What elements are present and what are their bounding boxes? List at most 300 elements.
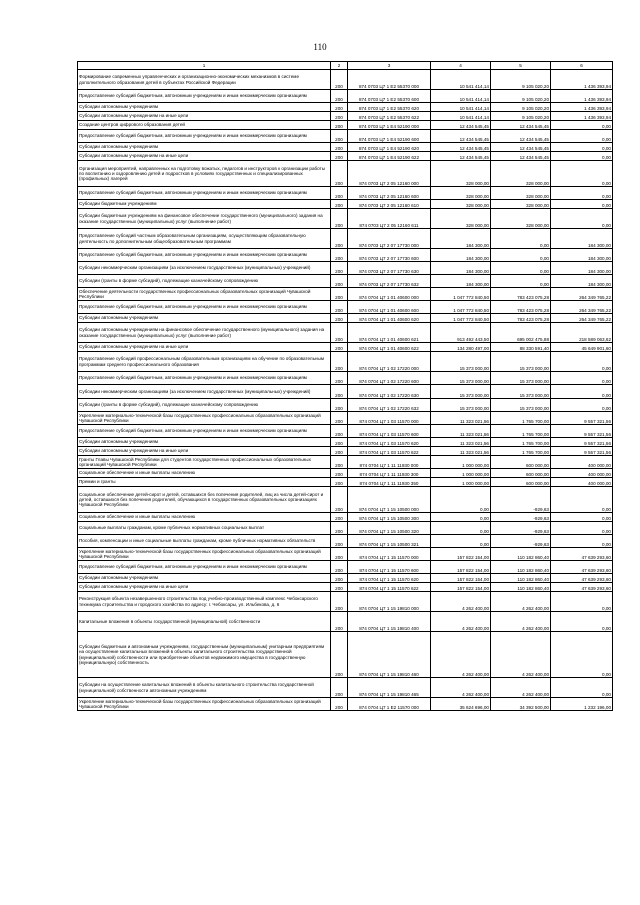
row-value-total-cell: 134 280 497,00 [431, 343, 491, 352]
row-value-2-cell: 0,00 [491, 249, 551, 262]
row-value-2-cell: -929,63 [491, 487, 551, 513]
row-name-cell: Субсидии некоммерческим организациям (за исключением государственных (муниципальных) учреждений) [78, 385, 331, 399]
row-value-2-cell: 783 423 075,28 [491, 288, 551, 301]
row-name-cell: Субсидии (гранты в форме субсидий), подлежащие казначейскому сопровождению [78, 399, 331, 412]
row-classification-cell: 874 0704 Ц7 1 15 10500 321 [348, 535, 431, 548]
row-value-total-cell: 157 822 154,00 [431, 548, 491, 561]
row-code-cell: 200 [331, 678, 348, 698]
row-value-3-cell: 47 639 293,60 [551, 561, 613, 574]
row-value-3-cell: 9 557 321,56 [551, 438, 613, 447]
row-value-total-cell: 328 000,00 [431, 161, 491, 187]
row-value-total-cell: 328 000,00 [431, 200, 491, 209]
row-classification-cell: 874 0703 Ц7 1 Е2 55370 622 [348, 112, 431, 121]
row-code-cell: 200 [331, 456, 348, 469]
row-value-3-cell: 0,00 [551, 187, 613, 200]
row-name-cell: Премии и гранты [78, 478, 331, 487]
row-code-cell: 200 [331, 209, 348, 229]
row-code-cell: 200 [331, 438, 348, 447]
row-classification-cell: 874 0703 Ц7 2 05 12160 600 [348, 187, 431, 200]
row-value-3-cell: 0,00 [551, 678, 613, 698]
row-code-cell: 200 [331, 275, 348, 288]
row-code-cell: 200 [331, 70, 348, 90]
row-classification-cell: 874 0703 Ц7 2 07 17730 000 [348, 229, 431, 249]
row-name-cell: Социальное обеспечение детей-сирот и детей, оставшихся без попечения родителей, лиц из числа детей-сирот и детей, оставшихся без попечения родителей, обучающихся в государственных образовательных организациях Чувашской Республики [78, 487, 331, 513]
row-classification-cell: 874 0704 Ц7 1 01 40600 600 [348, 301, 431, 314]
row-code-cell: 200 [331, 161, 348, 187]
row-code-cell: 200 [331, 352, 348, 372]
row-value-3-cell: 0,00 [551, 399, 613, 412]
row-value-total-cell: 11 323 021,56 [431, 412, 491, 425]
row-value-2-cell: 4 262 400,00 [491, 678, 551, 698]
row-code-cell: 200 [331, 425, 348, 438]
row-value-3-cell: 1 436 393,94 [551, 70, 613, 90]
row-value-total-cell: 1 047 772 840,50 [431, 288, 491, 301]
row-code-cell: 200 [331, 632, 348, 678]
row-value-3-cell: 400 000,00 [551, 469, 613, 478]
row-classification-cell: 874 0704 Ц7 1 11 11930 350 [348, 478, 431, 487]
row-value-2-cell: 9 105 020,20 [491, 112, 551, 121]
row-value-total-cell: 913 492 443,50 [431, 323, 491, 343]
row-value-total-cell: 1 047 772 840,50 [431, 314, 491, 323]
row-code-cell: 200 [331, 522, 348, 535]
row-code-cell: 200 [331, 469, 348, 478]
row-classification-cell: 874 0704 Ц7 1 11 11930 000 [348, 456, 431, 469]
table-row [78, 152, 613, 161]
row-name-cell: Субсидии автономным учреждениям [78, 103, 331, 112]
row-name-cell: Предоставление субсидий бюджетным, автономным учреждениям и иным некоммерческим организациям [78, 425, 331, 438]
row-value-2-cell: 1 765 700,00 [491, 447, 551, 456]
row-value-total-cell: 10 541 414,14 [431, 103, 491, 112]
column-header: 5 [491, 62, 551, 70]
row-name-cell: Пособия, компенсации и иные социальные выплаты гражданам, кроме публичных нормативных обязательств [78, 535, 331, 548]
row-name-cell: Формирование современных управленческих и организационно-экономических механизмов в системе дополнительного образования детей в субъектах Российской Федерации [78, 70, 331, 90]
table-row [78, 187, 613, 200]
row-code-cell: 200 [331, 583, 348, 592]
row-value-2-cell: 12 434 545,45 [491, 143, 551, 152]
row-value-2-cell: 0,00 [491, 229, 551, 249]
row-value-2-cell: 12 434 545,45 [491, 130, 551, 143]
row-classification-cell: 874 0704 Ц7 1 02 17220 000 [348, 352, 431, 372]
row-classification-cell: 874 0704 Ц7 1 15 10500 000 [348, 487, 431, 513]
table-row [78, 447, 613, 456]
row-value-3-cell: 0,00 [551, 152, 613, 161]
row-value-total-cell: 15 373 000,00 [431, 352, 491, 372]
row-code-cell: 200 [331, 152, 348, 161]
row-value-3-cell: 9 557 321,56 [551, 412, 613, 425]
row-code-cell: 200 [331, 143, 348, 152]
row-code-cell: 200 [331, 343, 348, 352]
row-value-total-cell: 157 822 154,00 [431, 583, 491, 592]
row-value-3-cell: 264 349 765,22 [551, 301, 613, 314]
row-value-3-cell: 0,00 [551, 209, 613, 229]
row-value-3-cell: 45 649 901,60 [551, 343, 613, 352]
row-value-2-cell: 600 000,00 [491, 456, 551, 469]
row-code-cell: 200 [331, 187, 348, 200]
row-value-2-cell: -929,63 [491, 522, 551, 535]
row-name-cell: Предоставление субсидий бюджетным, автономным учреждениям и иным некоммерческим организациям [78, 372, 331, 385]
column-header: 6 [551, 62, 613, 70]
row-value-2-cell: 9 105 020,20 [491, 90, 551, 103]
row-code-cell: 200 [331, 130, 348, 143]
table-row [78, 314, 613, 323]
table-row [78, 352, 613, 372]
row-name-cell: Субсидии автономным учреждениям на иные цели [78, 343, 331, 352]
table-row [78, 513, 613, 522]
row-code-cell: 200 [331, 574, 348, 583]
row-value-3-cell: 0,00 [551, 385, 613, 399]
table-row [78, 112, 613, 121]
table-row [78, 143, 613, 152]
row-name-cell: Субсидии на осуществление капитальных вложений в объекты капитального строительства государственной (муниципальной) собственности автономным учреждениям [78, 678, 331, 698]
row-classification-cell: 874 0703 Ц7 2 05 12160 610 [348, 200, 431, 209]
row-value-total-cell: 157 822 154,00 [431, 561, 491, 574]
row-code-cell: 200 [331, 548, 348, 561]
row-name-cell: Субсидии некоммерческим организациям (за исключением государственных (муниципальных) учреждений) [78, 262, 331, 275]
row-classification-cell: 874 0704 Ц7 1 02 17220 600 [348, 372, 431, 385]
row-value-total-cell: 184 300,00 [431, 262, 491, 275]
row-name-cell: Субсидии бюджетным учреждениям [78, 200, 331, 209]
table-row [78, 343, 613, 352]
row-value-total-cell: 11 323 021,56 [431, 438, 491, 447]
table-row [78, 301, 613, 314]
row-value-2-cell: 783 423 075,28 [491, 314, 551, 323]
row-value-3-cell: 0,00 [551, 513, 613, 522]
row-value-2-cell: 9 105 020,20 [491, 103, 551, 112]
row-value-3-cell: 0,00 [551, 161, 613, 187]
row-code-cell: 200 [331, 412, 348, 425]
row-code-cell: 200 [331, 262, 348, 275]
row-code-cell: 200 [331, 513, 348, 522]
row-value-total-cell: 1 000 000,00 [431, 469, 491, 478]
row-value-total-cell: 12 434 545,45 [431, 143, 491, 152]
row-value-3-cell: 1 436 393,94 [551, 112, 613, 121]
table-row [78, 487, 613, 513]
row-value-2-cell: 1 765 700,00 [491, 412, 551, 425]
table-row [78, 612, 613, 632]
row-name-cell: Реконструкция объекта незавершенного строительства под учебно-производственный комплекс Чебоксарского техникума строительства и городского хозяйства по адресу: г. Чебоксары, ул. Ильбекова, д. 6 [78, 592, 331, 612]
row-name-cell: Социальные выплаты гражданам, кроме публичных нормативных социальных выплат [78, 522, 331, 535]
row-name-cell: Укрепление материально-технической базы государственных профессиональных образовательных организаций Чувашской Республики [78, 548, 331, 561]
row-value-total-cell: 12 434 545,45 [431, 152, 491, 161]
table-row [78, 478, 613, 487]
row-value-2-cell: 1 765 700,00 [491, 438, 551, 447]
row-code-cell: 200 [331, 121, 348, 130]
row-value-3-cell: 47 639 293,60 [551, 583, 613, 592]
row-code-cell: 200 [331, 229, 348, 249]
row-name-cell: Субсидии автономным учреждениям [78, 574, 331, 583]
row-code-cell: 200 [331, 314, 348, 323]
row-classification-cell: 874 0703 Ц7 2 05 12160 000 [348, 161, 431, 187]
row-value-total-cell: 4 262 400,00 [431, 612, 491, 632]
table-row [78, 262, 613, 275]
row-value-total-cell: 0,00 [431, 522, 491, 535]
row-code-cell: 200 [331, 478, 348, 487]
row-code-cell: 200 [331, 323, 348, 343]
row-name-cell: Субсидии автономным учреждениям на иные цели [78, 583, 331, 592]
row-value-3-cell: 9 557 321,56 [551, 425, 613, 438]
row-value-3-cell: 47 639 293,60 [551, 574, 613, 583]
column-header: 1 [78, 62, 331, 70]
row-value-3-cell: 0,00 [551, 612, 613, 632]
table-row [78, 522, 613, 535]
table-row [78, 70, 613, 90]
row-classification-cell: 874 0704 Ц7 1 15 19810 000 [348, 592, 431, 612]
row-value-total-cell: 184 300,00 [431, 249, 491, 262]
row-value-3-cell: 0,00 [551, 487, 613, 513]
row-value-total-cell: 0,00 [431, 535, 491, 548]
row-classification-cell: 874 0703 Ц7 1 Е2 55370 620 [348, 103, 431, 112]
row-classification-cell: 874 0703 Ц7 2 07 17730 630 [348, 262, 431, 275]
row-classification-cell: 874 0704 Ц7 1 01 40600 620 [348, 314, 431, 323]
table-row [78, 698, 613, 711]
row-value-2-cell: 110 182 860,40 [491, 574, 551, 583]
table-row [78, 678, 613, 698]
row-name-cell: Предоставление субсидий частным образовательным организациям, осуществляющим образовательную деятельность по дополнительным общеобразовательным программам [78, 229, 331, 249]
row-classification-cell: 874 0704 Ц7 1 15 11570 600 [348, 561, 431, 574]
row-name-cell: Субсидии автономным учреждениям на финансовое обеспечение государственного (муниципального) задания на оказание государственных (муниципальных) услуг (выполнение работ) [78, 323, 331, 343]
row-name-cell: Предоставление субсидий бюджетным, автономным учреждениям и иным некоммерческим организациям [78, 561, 331, 574]
row-name-cell: Обеспечение деятельности государственных профессиональных образовательных организаций Чувашской Республики [78, 288, 331, 301]
row-value-total-cell: 157 822 154,00 [431, 574, 491, 583]
row-name-cell: Укрепление материально-технической базы государственных профессиональных образовательных организаций Чувашской Республики [78, 412, 331, 425]
row-value-3-cell: 1 436 393,94 [551, 90, 613, 103]
row-value-3-cell: 264 349 765,22 [551, 288, 613, 301]
table-row [78, 209, 613, 229]
row-value-3-cell: 0,00 [551, 632, 613, 678]
row-value-total-cell: 4 262 400,00 [431, 592, 491, 612]
row-value-2-cell: 4 262 400,00 [491, 612, 551, 632]
row-name-cell: Укрепление материально-технической базы государственных профессиональных образовательных организаций Чувашской Республики [78, 698, 331, 711]
row-code-cell: 200 [331, 372, 348, 385]
row-classification-cell: 874 0703 Ц7 1 Е4 52190 620 [348, 143, 431, 152]
table-row [78, 288, 613, 301]
row-name-cell: Предоставление субсидий бюджетным, автономным учреждениям и иным некоммерческим организациям [78, 187, 331, 200]
row-value-2-cell: 12 434 545,45 [491, 152, 551, 161]
row-value-total-cell: 35 624 696,00 [431, 698, 491, 711]
row-code-cell: 200 [331, 200, 348, 209]
table-row [78, 535, 613, 548]
row-value-2-cell: 15 373 000,00 [491, 385, 551, 399]
row-code-cell: 200 [331, 698, 348, 711]
row-value-3-cell: 218 589 063,62 [551, 323, 613, 343]
row-value-3-cell: 0,00 [551, 200, 613, 209]
row-code-cell: 200 [331, 112, 348, 121]
row-name-cell: Субсидии автономным учреждениям на иные цели [78, 112, 331, 121]
row-classification-cell: 874 0704 Ц7 1 03 11570 600 [348, 425, 431, 438]
table-row [78, 90, 613, 103]
table-row [78, 561, 613, 574]
row-classification-cell: 874 0704 Ц7 1 02 17220 632 [348, 399, 431, 412]
row-value-2-cell: 4 262 400,00 [491, 592, 551, 612]
table-row [78, 372, 613, 385]
row-value-total-cell: 1 000 000,00 [431, 478, 491, 487]
row-name-cell: Предоставление субсидий бюджетным, автономным учреждениям и иным некоммерческим организациям [78, 90, 331, 103]
row-name-cell: Субсидии автономным учреждениям [78, 314, 331, 323]
row-classification-cell: 874 0704 Ц7 1 15 19810 460 [348, 632, 431, 678]
table-row [78, 469, 613, 478]
row-value-total-cell: 10 541 414,14 [431, 90, 491, 103]
row-name-cell: Организация мероприятий, направленных на подготовку вожатых, педагогов и инструкторов к организации работы по воспитанию и оздоровлению детей и подростков в условиях государственных и специализированных (профильных) лагерей [78, 161, 331, 187]
row-value-3-cell: 184 300,00 [551, 275, 613, 288]
row-value-3-cell: 0,00 [551, 522, 613, 535]
row-value-total-cell: 0,00 [431, 513, 491, 522]
row-name-cell: Предоставление субсидий бюджетным, автономным учреждениям и иным некоммерческим организациям [78, 130, 331, 143]
row-value-total-cell: 4 262 400,00 [431, 678, 491, 698]
row-classification-cell: 874 0703 Ц7 1 Е2 55370 600 [348, 90, 431, 103]
row-value-2-cell: 328 000,00 [491, 187, 551, 200]
row-value-2-cell: 328 000,00 [491, 161, 551, 187]
row-value-2-cell: -929,63 [491, 513, 551, 522]
row-value-2-cell: 15 373 000,00 [491, 399, 551, 412]
row-value-2-cell: 110 182 860,40 [491, 583, 551, 592]
row-value-2-cell: 1 765 700,00 [491, 425, 551, 438]
row-code-cell: 200 [331, 301, 348, 314]
row-classification-cell: 874 0704 Ц7 1 01 40600 000 [348, 288, 431, 301]
row-value-3-cell: 47 639 293,60 [551, 548, 613, 561]
table-row [78, 412, 613, 425]
table-row [78, 548, 613, 561]
row-value-total-cell: 1 000 000,00 [431, 456, 491, 469]
table-row [78, 229, 613, 249]
row-code-cell: 200 [331, 487, 348, 513]
row-value-3-cell: 0,00 [551, 592, 613, 612]
row-value-2-cell: 34 392 500,00 [491, 698, 551, 711]
row-classification-cell: 874 0704 Ц7 1 15 11570 000 [348, 548, 431, 561]
table-row [78, 456, 613, 469]
row-value-total-cell: 15 373 000,00 [431, 399, 491, 412]
column-header: 3 [348, 62, 431, 70]
table-row [78, 323, 613, 343]
table-header-row [78, 62, 613, 70]
table-row [78, 399, 613, 412]
row-classification-cell: 874 0704 Ц7 1 Е2 11570 000 [348, 698, 431, 711]
table-row [78, 161, 613, 187]
row-classification-cell: 874 0703 Ц7 1 Е4 52190 000 [348, 121, 431, 130]
row-name-cell: Субсидии (гранты в форме субсидий), подлежащие казначейскому сопровождению [78, 275, 331, 288]
row-code-cell: 200 [331, 249, 348, 262]
row-value-total-cell: 10 541 414,14 [431, 112, 491, 121]
row-code-cell: 200 [331, 399, 348, 412]
row-name-cell: Предоставление субсидий бюджетным, автономным учреждениям и иным некоммерческим организациям [78, 301, 331, 314]
row-value-2-cell: 88 330 591,40 [491, 343, 551, 352]
row-name-cell: Субсидии автономным учреждениям на иные цели [78, 152, 331, 161]
row-value-2-cell: 15 373 000,00 [491, 372, 551, 385]
row-value-3-cell: 1 436 393,94 [551, 103, 613, 112]
row-value-total-cell: 184 300,00 [431, 275, 491, 288]
table-body [78, 70, 613, 711]
row-value-2-cell: 600 000,00 [491, 469, 551, 478]
row-value-2-cell: 695 002 475,88 [491, 323, 551, 343]
table-row [78, 200, 613, 209]
row-value-3-cell: 184 300,00 [551, 262, 613, 275]
column-header: 4 [431, 62, 491, 70]
row-value-3-cell: 0,00 [551, 372, 613, 385]
row-value-2-cell: 0,00 [491, 262, 551, 275]
row-code-cell: 200 [331, 288, 348, 301]
row-code-cell: 200 [331, 561, 348, 574]
row-value-3-cell: 0,00 [551, 535, 613, 548]
row-value-2-cell: 328 000,00 [491, 209, 551, 229]
row-value-3-cell: 184 300,00 [551, 249, 613, 262]
row-value-3-cell: 0,00 [551, 352, 613, 372]
table-row [78, 583, 613, 592]
row-value-total-cell: 11 323 021,56 [431, 447, 491, 456]
row-classification-cell: 874 0703 Ц7 1 Е2 55370 000 [348, 70, 431, 90]
row-classification-cell: 874 0704 Ц7 1 15 10500 320 [348, 522, 431, 535]
row-value-total-cell: 15 373 000,00 [431, 372, 491, 385]
table-row [78, 592, 613, 612]
table-row [78, 249, 613, 262]
row-value-2-cell: 0,00 [491, 275, 551, 288]
row-value-total-cell: 12 434 545,45 [431, 130, 491, 143]
table-row [78, 130, 613, 143]
row-value-3-cell: 0,00 [551, 130, 613, 143]
table-row [78, 632, 613, 678]
row-value-2-cell: 110 182 860,40 [491, 561, 551, 574]
row-name-cell: Субсидии бюджетным учреждениям на финансовое обеспечение государственного (муниципального) задания на оказание государственных (муниципальных) услуг (выполнение работ) [78, 209, 331, 229]
row-value-2-cell: 110 182 860,40 [491, 548, 551, 561]
row-value-total-cell: 11 323 021,56 [431, 425, 491, 438]
table-row [78, 425, 613, 438]
row-value-3-cell: 0,00 [551, 143, 613, 152]
page-number: 110 [313, 42, 327, 52]
row-classification-cell: 874 0704 Ц7 1 15 11570 620 [348, 574, 431, 583]
row-name-cell: Создание центров цифрового образования детей [78, 121, 331, 130]
row-value-2-cell: 600 000,00 [491, 478, 551, 487]
row-code-cell: 200 [331, 447, 348, 456]
row-name-cell: Социальное обеспечение и иные выплаты населению [78, 513, 331, 522]
row-code-cell: 200 [331, 90, 348, 103]
row-name-cell: Субсидии автономным учреждениям на иные цели [78, 447, 331, 456]
row-value-3-cell: 400 000,00 [551, 478, 613, 487]
row-value-2-cell: 328 000,00 [491, 200, 551, 209]
row-classification-cell: 874 0703 Ц7 2 07 17730 600 [348, 249, 431, 262]
row-code-cell: 200 [331, 103, 348, 112]
row-name-cell: Капитальные вложения в объекты государственной (муниципальной) собственности [78, 612, 331, 632]
row-classification-cell: 874 0703 Ц7 1 Е4 52190 600 [348, 130, 431, 143]
row-name-cell: Субсидии автономным учреждениям [78, 143, 331, 152]
row-code-cell: 200 [331, 535, 348, 548]
table-row [78, 438, 613, 447]
row-code-cell: 200 [331, 612, 348, 632]
row-classification-cell: 874 0703 Ц7 2 05 12160 611 [348, 209, 431, 229]
row-code-cell: 200 [331, 385, 348, 399]
table-row [78, 385, 613, 399]
row-value-total-cell: 184 300,00 [431, 229, 491, 249]
row-classification-cell: 874 0704 Ц7 1 15 10500 300 [348, 513, 431, 522]
row-name-cell: Субсидии автономным учреждениям [78, 438, 331, 447]
row-value-total-cell: 1 047 772 840,50 [431, 301, 491, 314]
row-name-cell: Гранты Главы Чувашской Республики для студентов государственных профессиональных образовательных организаций Чувашской Республики [78, 456, 331, 469]
row-classification-cell: 874 0704 Ц7 1 03 11570 000 [348, 412, 431, 425]
row-classification-cell: 874 0704 Ц7 1 02 17220 630 [348, 385, 431, 399]
row-code-cell: 200 [331, 592, 348, 612]
row-classification-cell: 874 0704 Ц7 1 15 19810 465 [348, 678, 431, 698]
row-value-3-cell: 400 000,00 [551, 456, 613, 469]
table-row [78, 275, 613, 288]
row-value-2-cell: 12 434 545,45 [491, 121, 551, 130]
row-value-3-cell: 0,00 [551, 121, 613, 130]
row-value-total-cell: 15 373 000,00 [431, 385, 491, 399]
row-name-cell: Субсидии бюджетным и автономным учреждениям, государственным (муниципальным) унитарным предприятиям на осуществление капитальных вложений в объекты капитального строительства государственной (муниципальной) собственности или приобретение объектов недвижимого имущества в государственную (муниципальную) собственность [78, 632, 331, 678]
row-classification-cell: 874 0704 Ц7 1 03 11570 622 [348, 447, 431, 456]
budget-table [77, 61, 613, 711]
row-value-2-cell: -929,63 [491, 535, 551, 548]
row-value-2-cell: 783 423 075,28 [491, 301, 551, 314]
row-value-3-cell: 9 557 321,56 [551, 447, 613, 456]
row-value-total-cell: 10 541 414,14 [431, 70, 491, 90]
column-header: 2 [331, 62, 348, 70]
